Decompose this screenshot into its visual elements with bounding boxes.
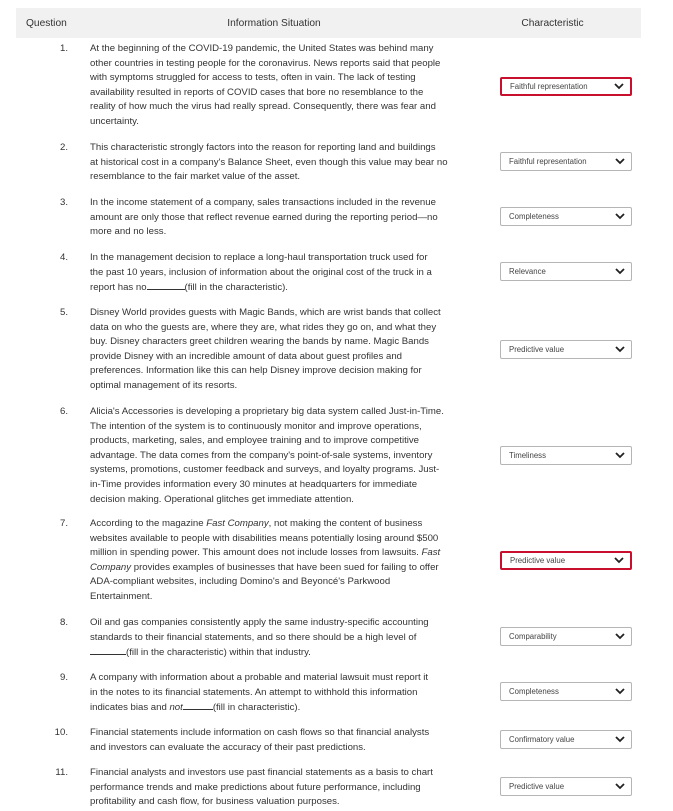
text-line: This characteristic strongly factors into the reason for reporting land and buildings bbox=[90, 142, 436, 153]
question-number: 2. bbox=[59, 142, 68, 153]
select-value: Faithful representation bbox=[509, 157, 587, 166]
text-line: uncertainty. bbox=[90, 115, 139, 127]
text-line: at historical cost in a company's Balance Sheet, even though this value may bear no bbox=[90, 156, 448, 168]
text-line: The intention of the system is to continuously monitor and improve operations, bbox=[90, 420, 422, 432]
text-line: decision making. Operational glitches get immediate attention. bbox=[90, 493, 354, 505]
info-text bbox=[90, 517, 480, 605]
text-line: products, marketing, sales, and employee training and to improve competitive bbox=[90, 435, 420, 447]
text-line: performance trends and make predictions about future performance, including bbox=[90, 781, 421, 793]
question-number: 5. bbox=[59, 307, 68, 318]
header-characteristic: Characteristic bbox=[521, 17, 584, 29]
text-line: optimal management of its resorts. bbox=[90, 379, 238, 391]
table-header bbox=[16, 8, 641, 38]
info-text bbox=[90, 766, 480, 810]
text-line: indicates bias and not (fill in characteristic). bbox=[90, 702, 301, 714]
characteristic-select-7[interactable] bbox=[500, 551, 632, 570]
text-line: profitability and cash flow, for business valuation purposes. bbox=[90, 796, 340, 808]
chevron-down-icon bbox=[613, 685, 627, 699]
info-text bbox=[90, 405, 480, 507]
text-line: (fill in the characteristic) within that industry. bbox=[90, 645, 480, 661]
text-line: report has no (fill in the characteristic). bbox=[90, 282, 288, 294]
text-line: and investors can evaluate the accuracy of their past predictions. bbox=[90, 741, 366, 753]
text-line: In the management decision to replace a long-haul transportation truck used for bbox=[90, 252, 428, 263]
characteristic-select-2[interactable] bbox=[500, 152, 632, 171]
text-line: million in spending power. This amount does not include losses from lawsuits. Fast bbox=[90, 547, 441, 559]
text-line: Company provides examples of businesses that have been sued for failing to offer bbox=[90, 561, 439, 573]
question-number: 6. bbox=[59, 406, 68, 417]
info-text bbox=[90, 616, 480, 661]
text-line: data on who the guests are, where they are, what rides they go on, and what they bbox=[90, 321, 437, 333]
text-line: Financial statements include information on cash flows so that financial analysts bbox=[90, 727, 430, 738]
info-text bbox=[90, 726, 480, 755]
text-line: other countries in testing people for the coronavirus. News reports said that people bbox=[90, 57, 441, 69]
chevron-down-icon bbox=[613, 343, 627, 357]
select-value: Timeliness bbox=[509, 451, 546, 460]
text-line: availability resulted in reports of COVID cases that bore no resemblance to the bbox=[90, 86, 424, 98]
text-line: A company with information about a probable and material lawsuit must report it bbox=[90, 672, 429, 683]
text-line: in-Time provides information every 30 minutes at headquarters for immediate bbox=[90, 478, 418, 490]
chevron-down-icon bbox=[613, 155, 627, 169]
text-line: preferences. Information like this can help Disney improve decision making for bbox=[90, 365, 422, 377]
text-line: In the income statement of a company, sales transactions included in the revenue bbox=[90, 197, 436, 208]
fill-blank bbox=[183, 700, 213, 710]
characteristic-select-6[interactable] bbox=[500, 446, 632, 465]
question-number: 11. bbox=[55, 767, 68, 778]
text-line: in the notes to its financial statements. An attempt to withhold this information bbox=[90, 686, 418, 698]
characteristic-select-4[interactable] bbox=[500, 262, 632, 281]
text-line: Entertainment. bbox=[90, 590, 153, 602]
select-value: Confirmatory value bbox=[509, 735, 575, 744]
text-line: ADA-compliant websites, including Domino's and Beyoncé's Parkwood bbox=[90, 576, 391, 588]
characteristic-select-1[interactable] bbox=[500, 77, 632, 96]
select-value: Comparability bbox=[509, 632, 557, 641]
header-question: Question bbox=[26, 17, 67, 29]
text-line: Disney World provides guests with Magic Bands, which are wrist bands that collect bbox=[90, 307, 441, 318]
text-line: According to the magazine Fast Company, not making the content of business bbox=[90, 518, 423, 529]
characteristic-select-3[interactable] bbox=[500, 207, 632, 226]
characteristic-select-11[interactable] bbox=[500, 777, 632, 796]
fill-blank bbox=[147, 280, 185, 290]
text-line: more and no less. bbox=[90, 226, 167, 238]
question-number: 9. bbox=[59, 672, 68, 683]
question-number: 1. bbox=[59, 43, 68, 54]
chevron-down-icon bbox=[613, 449, 627, 463]
question-number: 8. bbox=[59, 617, 68, 628]
text-line: provide Disney with an incredible amount of data about guest profiles and bbox=[90, 350, 402, 362]
text-line: buy. Disney characters greet children wearing the bands by name. Magic Bands bbox=[90, 336, 429, 348]
chevron-down-icon bbox=[613, 265, 627, 279]
fill-blank bbox=[90, 645, 126, 655]
characteristic-select-10[interactable] bbox=[500, 730, 632, 749]
info-text bbox=[90, 196, 480, 240]
select-value: Predictive value bbox=[510, 556, 566, 565]
text-line: the past 10 years, inclusion of information about the original cost of the truck in a bbox=[90, 266, 432, 278]
text-line: At the beginning of the COVID-19 pandemic, the United States was behind many bbox=[90, 43, 434, 54]
select-value: Relevance bbox=[509, 267, 546, 276]
info-text bbox=[90, 251, 480, 296]
text-line: amount are only those that reflect revenue earned during the reporting period—no bbox=[90, 211, 438, 223]
select-value: Completeness bbox=[509, 687, 559, 696]
text-line: resemblance to the fair market value of the asset. bbox=[90, 171, 301, 183]
info-text bbox=[90, 141, 480, 185]
question-number: 3. bbox=[59, 197, 68, 208]
chevron-down-icon bbox=[613, 733, 627, 747]
chevron-down-icon bbox=[612, 554, 626, 568]
text-line: with symptoms struggled for access to tests, often in vain. The lack of testing bbox=[90, 72, 416, 84]
text-line: websites available to people with disabilities means potentially losing around $500 bbox=[90, 532, 439, 544]
select-value: Faithful representation bbox=[510, 82, 588, 91]
question-number: 4. bbox=[59, 252, 68, 263]
characteristic-select-5[interactable] bbox=[500, 340, 632, 359]
question-number: 7. bbox=[59, 518, 68, 529]
text-line: standards to their financial statements, and so there should be a high level of bbox=[90, 631, 417, 643]
text-line: Alicia's Accessories is developing a proprietary big data system called Just-in-Time. bbox=[90, 406, 444, 417]
header-info-situation: Information Situation bbox=[227, 17, 321, 29]
chevron-down-icon bbox=[613, 780, 627, 794]
text-line: systems, promotions, customer feedback and surveys, and loyalty programs. Just- bbox=[90, 464, 440, 476]
info-text bbox=[90, 42, 480, 130]
text-line: reality of how much the virus had really spread. Consequently, there was fear and bbox=[90, 101, 436, 113]
text-line: Financial analysts and investors use past financial statements as a basis to chart bbox=[90, 767, 433, 778]
chevron-down-icon bbox=[613, 630, 627, 644]
text-line: advantage. The data comes from the company's point-of-sale systems, inventory bbox=[90, 449, 433, 461]
characteristic-select-9[interactable] bbox=[500, 682, 632, 701]
info-text bbox=[90, 671, 480, 716]
question-number: 10. bbox=[54, 727, 68, 738]
select-value: Predictive value bbox=[509, 345, 565, 354]
info-text bbox=[90, 306, 480, 394]
chevron-down-icon bbox=[613, 210, 627, 224]
characteristic-select-8[interactable] bbox=[500, 627, 632, 646]
select-value: Completeness bbox=[509, 212, 559, 221]
select-value: Predictive value bbox=[509, 782, 565, 791]
chevron-down-icon bbox=[612, 80, 626, 94]
text-line: Oil and gas companies consistently apply the same industry-specific accounting bbox=[90, 617, 429, 628]
